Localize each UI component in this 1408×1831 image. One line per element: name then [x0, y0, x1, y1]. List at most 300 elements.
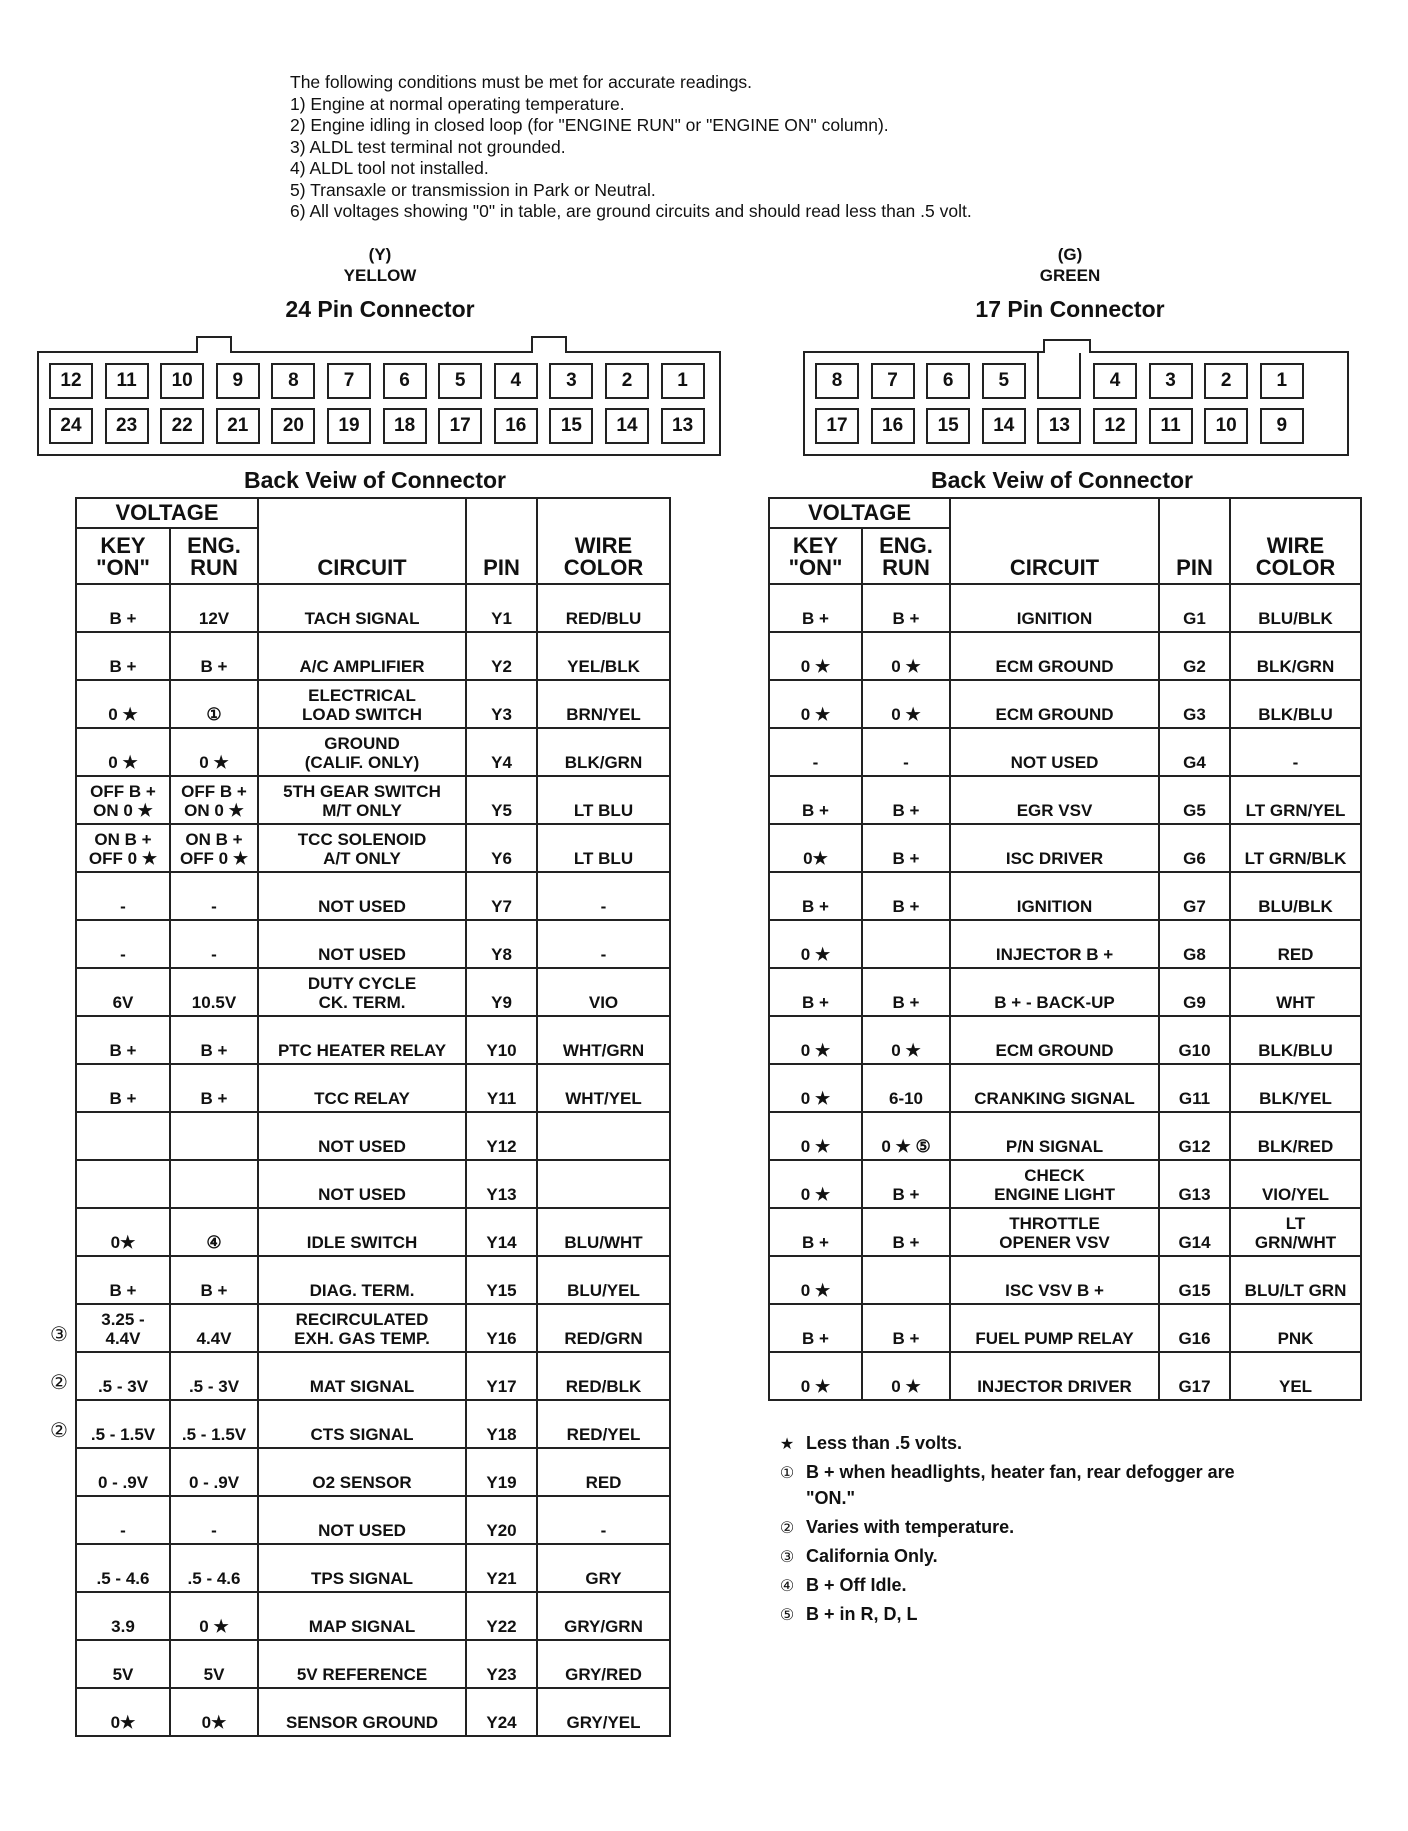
table-row	[769, 1112, 1361, 1160]
cell-circuit: PTC HEATER RELAY	[258, 1016, 466, 1064]
cell-pin: G10	[1159, 1016, 1230, 1064]
note-item	[768, 1575, 1368, 1604]
cell-run: B +	[862, 1160, 950, 1208]
cell-key: OFF B + ON 0 ★	[76, 776, 170, 824]
cell-wire: WHT	[1230, 968, 1361, 1016]
cell-key: B +	[76, 1256, 170, 1304]
cell-wire: YEL	[1230, 1352, 1361, 1400]
cell-pin: Y24	[466, 1688, 537, 1736]
cell-key: 3.9	[76, 1592, 170, 1640]
cell-wire: LT BLU	[537, 824, 670, 872]
cell-pin: Y1	[466, 584, 537, 632]
cell-wire: RED/BLK	[537, 1352, 670, 1400]
condition-item: 2) Engine idling in closed loop (for "ENGINE RUN" or "ENGINE ON" column).	[290, 115, 889, 135]
cell-run: -	[170, 1496, 258, 1544]
cell-circuit: CHECK ENGINE LIGHT	[950, 1160, 1159, 1208]
cell-key: B +	[769, 584, 862, 632]
cell-pin: G13	[1159, 1160, 1230, 1208]
cell-run	[862, 920, 950, 968]
cell-pin: Y19	[466, 1448, 537, 1496]
cell-run: -	[862, 728, 950, 776]
cell-run: 10.5V	[170, 968, 258, 1016]
cell-circuit: TCC SOLENOID A/T ONLY	[258, 824, 466, 872]
cell-wire	[537, 1112, 670, 1160]
eng-run-header: ENG. RUN	[862, 528, 950, 584]
cell-wire: -	[537, 920, 670, 968]
cell-wire: BLU/LT GRN	[1230, 1256, 1361, 1304]
cell-pin: Y6	[466, 824, 537, 872]
table-row	[76, 968, 670, 1016]
pin-header: PIN	[1159, 498, 1230, 584]
cell-circuit: TPS SIGNAL	[258, 1544, 466, 1592]
cell-circuit: MAT SIGNAL	[258, 1352, 466, 1400]
cell-wire: LT GRN/WHT	[1230, 1208, 1361, 1256]
table-row	[76, 584, 670, 632]
cell-pin: G1	[1159, 584, 1230, 632]
note-item	[768, 1433, 1368, 1462]
note-text: California Only.	[806, 1546, 938, 1566]
cell-run: B +	[170, 632, 258, 680]
cell-wire: LT BLU	[537, 776, 670, 824]
cell-pin: Y3	[466, 680, 537, 728]
table-row	[769, 680, 1361, 728]
table-row	[76, 1304, 670, 1352]
connector-pin: 6	[383, 363, 427, 399]
cell-circuit: 5TH GEAR SWITCH M/T ONLY	[258, 776, 466, 824]
cell-circuit: O2 SENSOR	[258, 1448, 466, 1496]
table-row	[76, 1448, 670, 1496]
cell-circuit: RECIRCULATED EXH. GAS TEMP.	[258, 1304, 466, 1352]
cell-wire: GRY/GRN	[537, 1592, 670, 1640]
cell-run: 0 - .9V	[170, 1448, 258, 1496]
cell-key: ON B + OFF 0 ★	[76, 824, 170, 872]
cell-circuit: P/N SIGNAL	[950, 1112, 1159, 1160]
cell-circuit: FUEL PUMP RELAY	[950, 1304, 1159, 1352]
cell-pin: G15	[1159, 1256, 1230, 1304]
cell-wire: GRY	[537, 1544, 670, 1592]
cell-run: 4.4V	[170, 1304, 258, 1352]
conditions-intro: The following conditions must be met for accurate readings.	[290, 72, 753, 92]
cell-run: .5 - 4.6	[170, 1544, 258, 1592]
cell-run: 0 ★	[862, 632, 950, 680]
footnote-mark: ③	[50, 1324, 68, 1346]
cell-circuit: IDLE SWITCH	[258, 1208, 466, 1256]
table-row	[76, 1160, 670, 1208]
note-item	[768, 1517, 1368, 1546]
connector-pin: 14	[605, 408, 649, 444]
condition-item: 4) ALDL tool not installed.	[290, 158, 489, 178]
cell-key: 0 - .9V	[76, 1448, 170, 1496]
cell-key: -	[76, 920, 170, 968]
connector-pin: 21	[216, 408, 260, 444]
cell-circuit: DIAG. TERM.	[258, 1256, 466, 1304]
table-row	[76, 1064, 670, 1112]
cell-pin: G17	[1159, 1352, 1230, 1400]
cell-wire: BRN/YEL	[537, 680, 670, 728]
cell-run: .5 - 3V	[170, 1352, 258, 1400]
cell-key: -	[769, 728, 862, 776]
cell-pin: G11	[1159, 1064, 1230, 1112]
table-row	[769, 632, 1361, 680]
cell-wire: RED/BLU	[537, 584, 670, 632]
green-connector-header	[920, 244, 1220, 323]
connector-pin: 4	[1093, 363, 1137, 399]
cell-circuit: EGR VSV	[950, 776, 1159, 824]
cell-wire: BLK/BLU	[1230, 1016, 1361, 1064]
connector-pin: 20	[271, 408, 315, 444]
green-color: GREEN	[1039, 266, 1101, 285]
cell-pin: G16	[1159, 1304, 1230, 1352]
cell-run: ④	[170, 1208, 258, 1256]
footnote-mark: ②	[50, 1420, 68, 1442]
note-text: B + when headlights, heater fan, rear defogger are	[806, 1462, 1235, 1482]
yellow-connector-diagram	[37, 351, 721, 456]
cell-pin: Y8	[466, 920, 537, 968]
cell-key: .5 - 4.6	[76, 1544, 170, 1592]
cell-pin: Y18	[466, 1400, 537, 1448]
cell-key: 0 ★	[769, 1160, 862, 1208]
cell-wire: VIO	[537, 968, 670, 1016]
key-on-header: KEY "ON"	[769, 528, 862, 584]
cell-wire: LT GRN/BLK	[1230, 824, 1361, 872]
table-row	[76, 1016, 670, 1064]
cell-run: 5V	[170, 1640, 258, 1688]
cell-key: 0 ★	[769, 632, 862, 680]
cell-wire: BLK/GRN	[537, 728, 670, 776]
voltage-header: VOLTAGE	[769, 498, 950, 528]
cell-wire: BLK/GRN	[1230, 632, 1361, 680]
note-text: B + in R, D, L	[806, 1604, 918, 1624]
cell-wire: RED/YEL	[537, 1400, 670, 1448]
circuit-header: CIRCUIT	[950, 498, 1159, 584]
table-row	[76, 1688, 670, 1736]
note-item	[768, 1604, 1368, 1633]
connector-pin: 8	[271, 363, 315, 399]
cell-key: B +	[769, 872, 862, 920]
cell-pin: Y9	[466, 968, 537, 1016]
cell-run: 0 ★	[170, 728, 258, 776]
cell-circuit: NOT USED	[258, 872, 466, 920]
note-symbol: ★	[779, 1436, 795, 1453]
table-row	[769, 1016, 1361, 1064]
cell-wire: -	[537, 872, 670, 920]
yellow-connector-header	[230, 244, 530, 323]
cell-pin: G4	[1159, 728, 1230, 776]
cell-circuit: ECM GROUND	[950, 632, 1159, 680]
connector-pin: 3	[1149, 363, 1193, 399]
cell-wire: GRY/RED	[537, 1640, 670, 1688]
cell-pin: Y23	[466, 1640, 537, 1688]
connector-pin: 24	[49, 408, 93, 444]
table-row	[769, 872, 1361, 920]
cell-pin: Y7	[466, 872, 537, 920]
key-on-header: KEY "ON"	[76, 528, 170, 584]
cell-key: B +	[76, 584, 170, 632]
cell-circuit: GROUND (CALIF. ONLY)	[258, 728, 466, 776]
connector-latch	[1043, 339, 1091, 353]
connector-pin: 15	[926, 408, 970, 444]
connector-pin: 6	[926, 363, 970, 399]
cell-key: 0 ★	[76, 680, 170, 728]
cell-key: B +	[76, 1064, 170, 1112]
cell-circuit: THROTTLE OPENER VSV	[950, 1208, 1159, 1256]
condition-item: 3) ALDL test terminal not grounded.	[290, 136, 566, 157]
cell-key: B +	[76, 1016, 170, 1064]
cell-pin: Y13	[466, 1160, 537, 1208]
cell-key: 0 ★	[769, 1112, 862, 1160]
cell-circuit: MAP SIGNAL	[258, 1592, 466, 1640]
cell-pin: G12	[1159, 1112, 1230, 1160]
cell-key: B +	[769, 1208, 862, 1256]
cell-key: -	[76, 872, 170, 920]
cell-run: 0 ★	[862, 1016, 950, 1064]
cell-key: 0 ★	[76, 728, 170, 776]
connector-pin: 13	[661, 408, 705, 444]
cell-circuit: IGNITION	[950, 872, 1159, 920]
cell-key: 0 ★	[769, 1064, 862, 1112]
cell-pin: Y22	[466, 1592, 537, 1640]
cell-run: B +	[862, 1304, 950, 1352]
cell-run	[170, 1160, 258, 1208]
table-row	[76, 824, 670, 872]
connector-pin	[1037, 353, 1081, 399]
connector-latch	[531, 336, 567, 353]
eng-run-header: ENG. RUN	[170, 528, 258, 584]
table-row	[76, 776, 670, 824]
cell-key: 0★	[769, 824, 862, 872]
connector-pin: 7	[871, 363, 915, 399]
table-row	[769, 920, 1361, 968]
table-row	[76, 1352, 670, 1400]
cell-pin: G5	[1159, 776, 1230, 824]
table-row	[76, 1592, 670, 1640]
cell-pin: G3	[1159, 680, 1230, 728]
cell-circuit: NOT USED	[950, 728, 1159, 776]
cell-wire: BLK/RED	[1230, 1112, 1361, 1160]
cell-circuit: SENSOR GROUND	[258, 1688, 466, 1736]
connector-pin: 11	[1149, 408, 1193, 444]
conditions-block	[290, 72, 972, 223]
cell-circuit: A/C AMPLIFIER	[258, 632, 466, 680]
yellow-back-view-title: Back Veiw of Connector	[243, 467, 506, 493]
green-connector-diagram	[803, 351, 1349, 456]
condition-item: 5) Transaxle or transmission in Park or Neutral.	[290, 179, 656, 200]
cell-pin: G9	[1159, 968, 1230, 1016]
cell-pin: G8	[1159, 920, 1230, 968]
cell-run: 12V	[170, 584, 258, 632]
table-row	[769, 1352, 1361, 1400]
note-item	[768, 1546, 1368, 1575]
cell-pin: Y5	[466, 776, 537, 824]
note-item	[768, 1488, 1368, 1517]
cell-pin: Y16	[466, 1304, 537, 1352]
connector-pin: 8	[815, 363, 859, 399]
cell-run: 6-10	[862, 1064, 950, 1112]
connector-pin: 10	[160, 363, 204, 399]
note-symbol: ④	[779, 1578, 795, 1595]
connector-pin: 1	[661, 363, 705, 399]
cell-run: ON B + OFF 0 ★	[170, 824, 258, 872]
cell-circuit: ELECTRICAL LOAD SWITCH	[258, 680, 466, 728]
footnote-mark: ②	[50, 1372, 68, 1394]
cell-wire: WHT/YEL	[537, 1064, 670, 1112]
cell-run	[862, 1256, 950, 1304]
voltage-header: VOLTAGE	[76, 498, 258, 528]
cell-circuit: ECM GROUND	[950, 680, 1159, 728]
cell-wire: LT GRN/YEL	[1230, 776, 1361, 824]
cell-key: 3.25 - 4.4V	[76, 1304, 170, 1352]
cell-run: B +	[862, 824, 950, 872]
connector-pin: 5	[982, 363, 1026, 399]
connector-pin: 16	[494, 408, 538, 444]
cell-key: -	[76, 1496, 170, 1544]
connector-pin: 9	[1260, 408, 1304, 444]
cell-run: B +	[862, 776, 950, 824]
cell-run: B +	[862, 584, 950, 632]
cell-circuit: B + - BACK-UP	[950, 968, 1159, 1016]
yellow-color: YELLOW	[343, 266, 417, 285]
table-row	[76, 1544, 670, 1592]
cell-key: 0 ★	[769, 1016, 862, 1064]
table-row	[769, 968, 1361, 1016]
table-row	[76, 1256, 670, 1304]
note-symbol: ⑤	[779, 1607, 795, 1624]
note-item	[768, 1462, 1368, 1488]
cell-wire: BLU/BLK	[1230, 584, 1361, 632]
cell-key	[76, 1160, 170, 1208]
cell-circuit: DUTY CYCLE CK. TERM.	[258, 968, 466, 1016]
note-text: B + Off Idle.	[806, 1575, 907, 1595]
note-text: Less than .5 volts.	[806, 1433, 963, 1453]
table-row	[76, 1112, 670, 1160]
cell-circuit: CRANKING SIGNAL	[950, 1064, 1159, 1112]
cell-key: B +	[76, 632, 170, 680]
cell-circuit: INJECTOR B +	[950, 920, 1159, 968]
note-text: "ON."	[806, 1488, 856, 1508]
cell-key: 0 ★	[769, 1256, 862, 1304]
circuit-header: CIRCUIT	[258, 498, 466, 584]
table-row	[76, 1640, 670, 1688]
cell-run: B +	[170, 1064, 258, 1112]
connector-pin: 12	[1093, 408, 1137, 444]
condition-item: 1) Engine at normal operating temperature.	[290, 93, 625, 114]
cell-circuit: ECM GROUND	[950, 1016, 1159, 1064]
cell-run: 0★	[170, 1688, 258, 1736]
connector-pin: 4	[494, 363, 538, 399]
table-row	[769, 776, 1361, 824]
connector-pin: 3	[549, 363, 593, 399]
connector-pin: 5	[438, 363, 482, 399]
cell-circuit: CTS SIGNAL	[258, 1400, 466, 1448]
cell-run: -	[170, 872, 258, 920]
cell-wire: PNK	[1230, 1304, 1361, 1352]
pin-header: PIN	[466, 498, 537, 584]
cell-run: B +	[862, 872, 950, 920]
table-row	[76, 632, 670, 680]
table-row	[769, 584, 1361, 632]
cell-wire: -	[1230, 728, 1361, 776]
cell-wire: BLK/YEL	[1230, 1064, 1361, 1112]
connector-pin: 17	[438, 408, 482, 444]
connector-pin: 1	[1260, 363, 1304, 399]
cell-pin: G2	[1159, 632, 1230, 680]
cell-circuit: IGNITION	[950, 584, 1159, 632]
table-row	[769, 1208, 1361, 1256]
cell-circuit: ISC DRIVER	[950, 824, 1159, 872]
cell-pin: G6	[1159, 824, 1230, 872]
connector-pin: 22	[160, 408, 204, 444]
cell-pin: G7	[1159, 872, 1230, 920]
cell-wire: RED	[1230, 920, 1361, 968]
cell-key: .5 - 1.5V	[76, 1400, 170, 1448]
green-back-view-title: Back Veiw of Connector	[930, 467, 1193, 493]
cell-wire: RED/GRN	[537, 1304, 670, 1352]
cell-run: B +	[862, 968, 950, 1016]
cell-run: B +	[862, 1208, 950, 1256]
cell-run: B +	[170, 1256, 258, 1304]
cell-key: 0 ★	[769, 920, 862, 968]
cell-circuit: NOT USED	[258, 920, 466, 968]
cell-pin: Y4	[466, 728, 537, 776]
cell-wire: BLU/YEL	[537, 1256, 670, 1304]
cell-pin: G14	[1159, 1208, 1230, 1256]
cell-wire	[537, 1160, 670, 1208]
connector-pin: 13	[1037, 408, 1081, 444]
cell-run: B +	[170, 1016, 258, 1064]
cell-pin: Y14	[466, 1208, 537, 1256]
cell-circuit: TCC RELAY	[258, 1064, 466, 1112]
cell-pin: Y10	[466, 1016, 537, 1064]
note-text: Varies with temperature.	[806, 1517, 1015, 1537]
cell-circuit: NOT USED	[258, 1160, 466, 1208]
cell-wire: VIO/YEL	[1230, 1160, 1361, 1208]
green-connector-name: 17 Pin Connector	[975, 296, 1165, 322]
table-row	[769, 1160, 1361, 1208]
note-symbol: ②	[779, 1520, 795, 1537]
wire-color-header: WIRE COLOR	[537, 498, 670, 584]
connector-latch	[196, 336, 232, 353]
connector-pin: 12	[49, 363, 93, 399]
cell-wire: WHT/GRN	[537, 1016, 670, 1064]
connector-pin: 2	[1204, 363, 1248, 399]
cell-run	[170, 1112, 258, 1160]
cell-wire: -	[537, 1496, 670, 1544]
connector-pin: 9	[216, 363, 260, 399]
condition-item: 6) All voltages showing "0" in table, are ground circuits and should read less than .5 volt.	[290, 201, 972, 221]
cell-key: B +	[769, 968, 862, 1016]
cell-pin: Y12	[466, 1112, 537, 1160]
legend-notes	[768, 1433, 1368, 1633]
table-row	[76, 1400, 670, 1448]
note-symbol: ③	[779, 1549, 795, 1566]
table-row	[769, 728, 1361, 776]
cell-run: -	[170, 920, 258, 968]
cell-key: B +	[769, 1304, 862, 1352]
cell-pin: Y17	[466, 1352, 537, 1400]
cell-key: 0 ★	[769, 680, 862, 728]
cell-key: 5V	[76, 1640, 170, 1688]
cell-key	[76, 1112, 170, 1160]
cell-wire: BLU/WHT	[537, 1208, 670, 1256]
connector-pin: 17	[815, 408, 859, 444]
cell-key: 0★	[76, 1688, 170, 1736]
cell-key: 6V	[76, 968, 170, 1016]
cell-run: .5 - 1.5V	[170, 1400, 258, 1448]
cell-run: 0 ★	[862, 1352, 950, 1400]
cell-run: ①	[170, 680, 258, 728]
cell-wire: YEL/BLK	[537, 632, 670, 680]
table-row	[76, 1208, 670, 1256]
